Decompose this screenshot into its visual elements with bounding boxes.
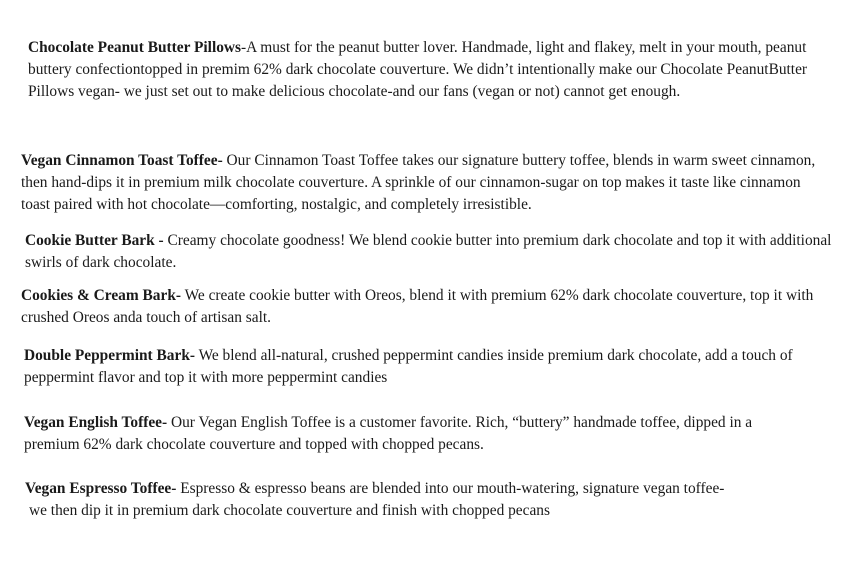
product-entry-cookie-butter-bark: [25, 230, 840, 274]
product-description: We create cookie butter with Oreos, blend it with premium 62% dark chocolate couverture, top it with crushed Oreos anda touch of artisan salt.: [21, 287, 814, 326]
product-name: Cookie Butter Bark -: [25, 232, 164, 249]
product-entry-vegan-english-toffee: [24, 412, 804, 456]
product-entry-double-peppermint-bark: [24, 345, 854, 389]
product-entry-cookies-and-cream-bark: [21, 285, 859, 329]
product-entry-vegan-cinnamon-toast-toffee: [21, 150, 831, 216]
product-description: Creamy chocolate goodness! We blend cookie butter into premium dark chocolate and top it with additional swirls of dark chocolate.: [25, 232, 832, 271]
product-entry-chocolate-peanut-butter-pillows: [28, 37, 838, 103]
product-name: Vegan Espresso Toffee-: [25, 480, 177, 497]
product-description-continued: we then dip it in premium dark chocolate couverture and finish with chopped pecans: [29, 502, 550, 519]
product-description: We blend all-natural, crushed peppermint candies inside premium dark chocolate, add a touch of peppermint flavor and top it with more peppermint candies: [24, 347, 793, 386]
product-name: Cookies & Cream Bark-: [21, 287, 182, 304]
product-name: Double Peppermint Bark-: [24, 347, 196, 364]
product-description: Our Cinnamon Toast Toffee takes our signature buttery toffee, blends in warm sweet cinnamon, then hand-dips it in premium milk chocolate couverture. A sprinkle of our cinnamon-sugar on top makes it taste like cinnamon toast paired with hot chocolate—comforting, nostalgic, and completely irresistible.: [21, 152, 816, 213]
product-entry-vegan-espresso-toffee: [25, 478, 845, 522]
product-name: Vegan Cinnamon Toast Toffee-: [21, 152, 223, 169]
product-description: Our Vegan English Toffee is a customer favorite. Rich, “buttery” handmade toffee, dipped in a premium 62% dark chocolate couverture and topped with chopped pecans.: [24, 414, 753, 453]
product-description: Espresso & espresso beans are blended into our mouth-watering, signature vegan toffee-: [176, 480, 725, 497]
product-description: -A must for the peanut butter lover. Handmade, light and flakey, melt in your mouth, peanut buttery confectiontopped in premim 62% dark chocolate couverture. We didn’t intentionally make our Chocolate PeanutButter Pillows vegan- we just set out to make delicious chocolate-and our fans (vegan or not) cannot get enough.: [28, 39, 808, 100]
product-name: Vegan English Toffee-: [24, 414, 168, 431]
product-name: Chocolate Peanut Butter Pillows: [28, 39, 242, 56]
